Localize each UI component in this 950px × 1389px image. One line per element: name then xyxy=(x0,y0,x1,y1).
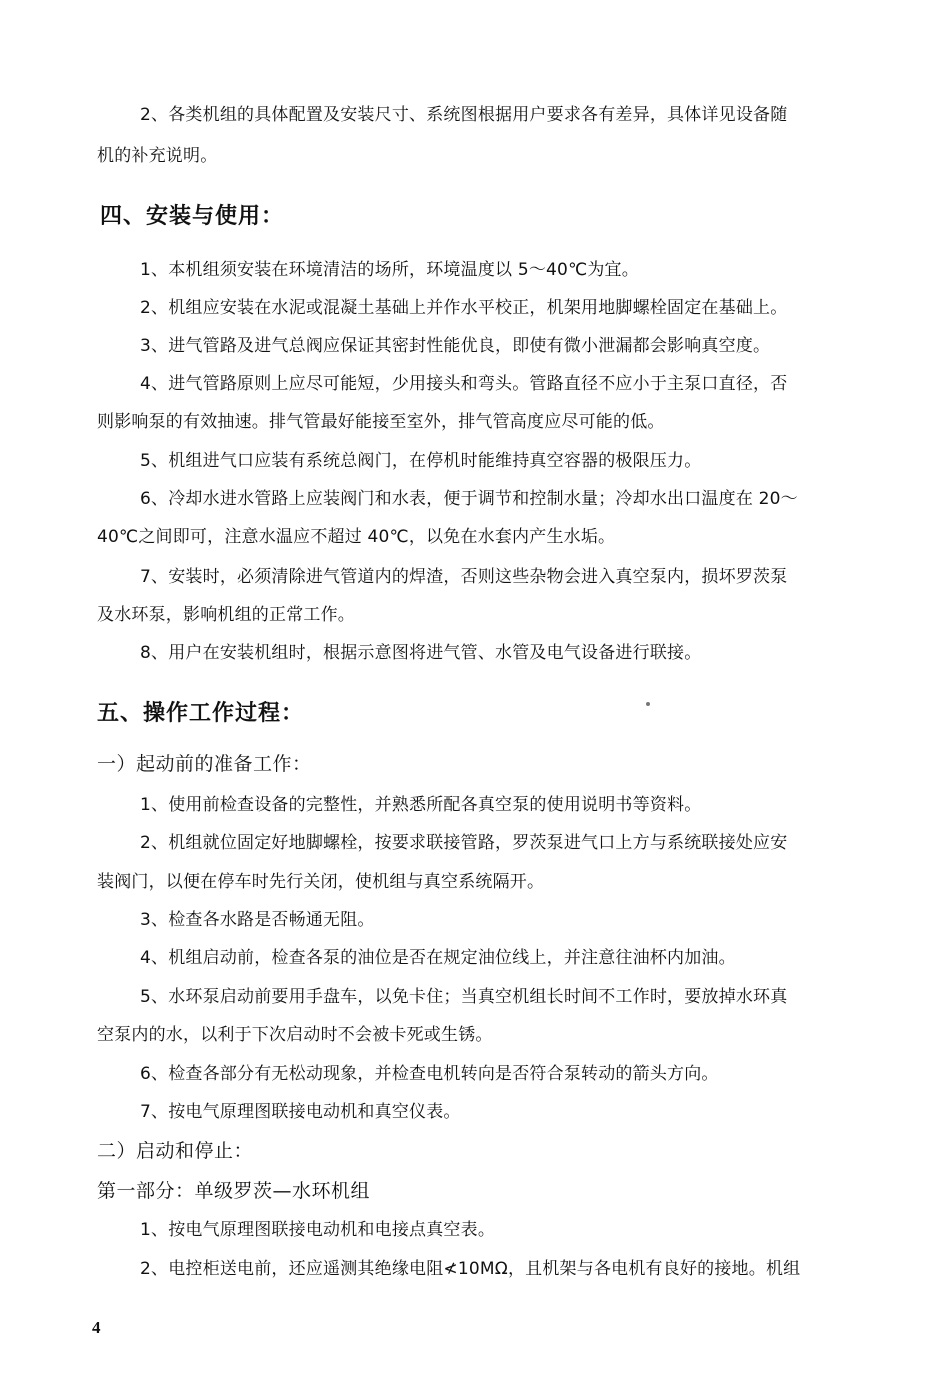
section-4-line: 则影响泵的有效抽速。排气管最好能接至室外，排气管高度应尽可能的低。 xyxy=(97,412,665,432)
part-1-heading: 第一部分：单级罗茨—水环机组 xyxy=(97,1180,371,1202)
subsection-1-line: 1、使用前检查设备的完整性，并熟悉所配各真空泵的使用说明书等资料。 xyxy=(140,795,702,815)
section-4-line: 2、机组应安装在水泥或混凝土基础上并作水平校正，机架用地脚螺栓固定在基础上。 xyxy=(140,298,788,318)
section-4-line: 3、进气管路及进气总阀应保证其密封性能优良，即使有微小泄漏都会影响真空度。 xyxy=(140,336,771,356)
scan-speck xyxy=(646,702,650,706)
subsection-1-line: 7、按电气原理图联接电动机和真空仪表。 xyxy=(140,1102,461,1122)
section-4-line: 40℃之间即可，注意水温应不超过 40℃，以免在水套内产生水垢。 xyxy=(97,527,616,547)
subsection-1-line: 5、水环泵启动前要用手盘车，以免卡住；当真空机组长时间不工作时，要放掉水环真 xyxy=(140,987,788,1007)
intro-line-1: 2、各类机组的具体配置及安装尺寸、系统图根据用户要求各有差异，具体详见设备随 xyxy=(140,105,788,125)
subsection-1-line: 空泵内的水，以利于下次启动时不会被卡死或生锈。 xyxy=(97,1025,493,1045)
subsection-2-line: 2、电控柜送电前，还应遥测其绝缘电阻≮10MΩ，且机架与各电机有良好的接地。机组 xyxy=(140,1259,801,1279)
subsection-1-line: 装阀门，以便在停车时先行关闭，使机组与真空系统隔开。 xyxy=(97,872,545,892)
section-5-heading: 五、操作工作过程： xyxy=(97,701,305,726)
section-4-heading: 四、安装与使用： xyxy=(100,204,285,229)
subsection-1-line: 3、检查各水路是否畅通无阻。 xyxy=(140,910,375,930)
section-4-line: 5、机组进气口应装有系统总阀门，在停机时能维持真空容器的极限压力。 xyxy=(140,451,702,471)
subsection-1-heading: 一）起动前的准备工作： xyxy=(97,753,312,775)
subsection-1-line: 6、检查各部分有无松动现象，并检查电机转向是否符合泵转动的箭头方向。 xyxy=(140,1064,719,1084)
intro-line-2: 机的补充说明。 xyxy=(97,146,218,166)
section-4-line: 7、安装时，必须清除进气管道内的焊渣，否则这些杂物会进入真空泵内，损坏罗茨泵 xyxy=(140,567,788,587)
section-4-line: 8、用户在安装机组时，根据示意图将进气管、水管及电气设备进行联接。 xyxy=(140,643,702,663)
section-4-line: 1、本机组须安装在环境清洁的场所，环境温度以 5～40℃为宜。 xyxy=(140,260,639,280)
page-number: 4 xyxy=(92,1318,101,1337)
section-4-line: 4、进气管路原则上应尽可能短，少用接头和弯头。管路直径不应小于主泵口直径，否 xyxy=(140,374,788,394)
section-4-line: 6、冷却水进水管路上应装阀门和水表，便于调节和控制水量；冷却水出口温度在 20～ xyxy=(140,489,798,509)
subsection-2-line: 1、按电气原理图联接电动机和电接点真空表。 xyxy=(140,1220,496,1240)
subsection-1-line: 2、机组就位固定好地脚螺栓，按要求联接管路，罗茨泵进气口上方与系统联接处应安 xyxy=(140,833,788,853)
subsection-2-heading: 二）启动和停止： xyxy=(97,1140,254,1162)
section-4-line: 及水环泵，影响机组的正常工作。 xyxy=(97,605,355,625)
subsection-1-line: 4、机组启动前，检查各泵的油位是否在规定油位线上，并注意往油杯内加油。 xyxy=(140,948,736,968)
